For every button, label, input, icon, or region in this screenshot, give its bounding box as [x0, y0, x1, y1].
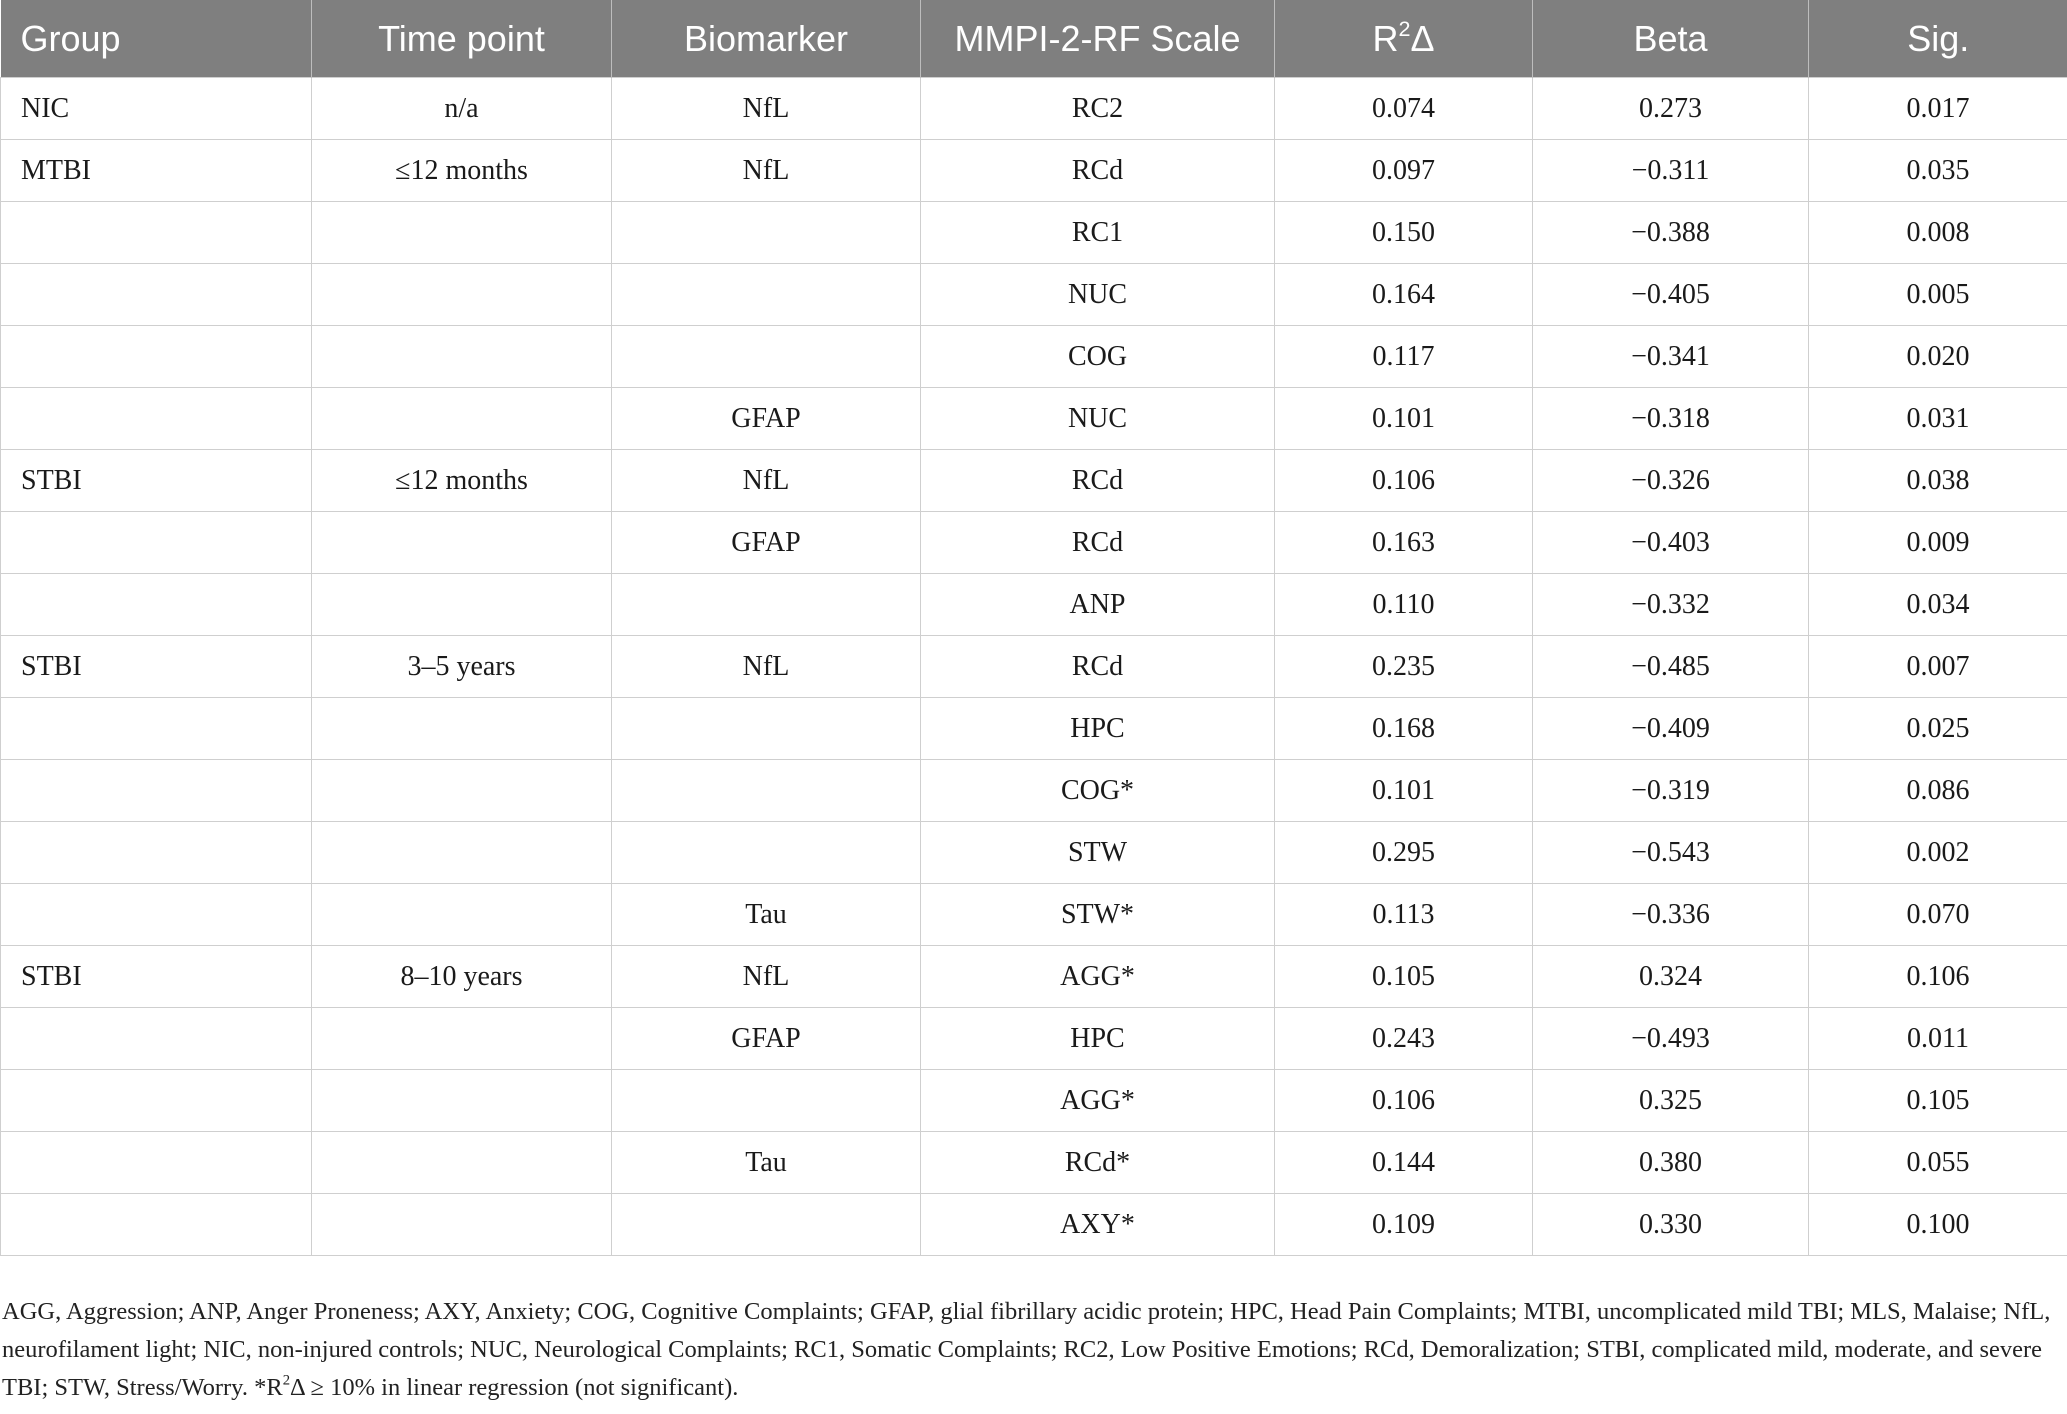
cell-time-point — [312, 760, 612, 822]
table-row — [1, 946, 2067, 1008]
cell-r2-delta: 0.117 — [1275, 326, 1533, 388]
cell-sig: 0.007 — [1809, 636, 2067, 698]
cell-mmpi-scale: RCd — [921, 450, 1275, 512]
cell-biomarker: GFAP — [612, 388, 921, 450]
cell-biomarker — [612, 264, 921, 326]
cell-time-point: 3–5 years — [312, 636, 612, 698]
cell-time-point — [312, 822, 612, 884]
table-row — [1, 698, 2067, 760]
cell-mmpi-scale: AXY* — [921, 1194, 1275, 1256]
cell-sig: 0.035 — [1809, 140, 2067, 202]
cell-sig: 0.086 — [1809, 760, 2067, 822]
footnote-sup: 2 — [282, 1372, 291, 1389]
cell-r2-delta: 0.113 — [1275, 884, 1533, 946]
cell-time-point — [312, 388, 612, 450]
table-row — [1, 450, 2067, 512]
cell-biomarker — [612, 698, 921, 760]
cell-r2-delta: 0.109 — [1275, 1194, 1533, 1256]
cell-r2-delta: 0.163 — [1275, 512, 1533, 574]
cell-beta: 0.324 — [1533, 946, 1809, 1008]
cell-sig: 0.105 — [1809, 1070, 2067, 1132]
cell-group: STBI — [1, 636, 312, 698]
cell-time-point — [312, 264, 612, 326]
cell-biomarker: GFAP — [612, 512, 921, 574]
cell-group — [1, 1070, 312, 1132]
cell-group: STBI — [1, 450, 312, 512]
cell-time-point — [312, 1070, 612, 1132]
cell-sig: 0.017 — [1809, 78, 2067, 140]
cell-sig: 0.011 — [1809, 1008, 2067, 1070]
header-group: Group — [1, 0, 312, 78]
cell-sig: 0.005 — [1809, 264, 2067, 326]
cell-r2-delta: 0.150 — [1275, 202, 1533, 264]
table-row — [1, 202, 2067, 264]
cell-group — [1, 884, 312, 946]
cell-mmpi-scale: RCd — [921, 140, 1275, 202]
footnote-main: AGG, Aggression; ANP, Anger Proneness; AXY, Anxiety; COG, Cognitive Complaints; GFAP, glial fibrillary acidic protein; HPC, Head Pain Complaints; MTBI, uncomplicated mild TBI; MLS, Malaise; NfL, neurofilament light; NIC, non-injured controls; NUC, Neurological Complaints; RC1, Somatic Complaints; RC2, Low Positive Emotions; RCd, Demoralization; STBI, complicated mild, moderate, and severe TBI; STW, Stress/Worry. *R — [2, 1298, 2051, 1401]
cell-group — [1, 512, 312, 574]
cell-beta: −0.493 — [1533, 1008, 1809, 1070]
header-row — [1, 0, 2067, 78]
cell-group — [1, 1132, 312, 1194]
header-r2-base: R — [1372, 17, 1399, 59]
header-r2-sup: 2 — [1398, 15, 1411, 41]
table-row — [1, 574, 2067, 636]
cell-beta: 0.325 — [1533, 1070, 1809, 1132]
cell-sig: 0.002 — [1809, 822, 2067, 884]
table-header — [1, 0, 2067, 78]
cell-r2-delta: 0.144 — [1275, 1132, 1533, 1194]
cell-biomarker: NfL — [612, 78, 921, 140]
cell-group — [1, 574, 312, 636]
cell-sig: 0.031 — [1809, 388, 2067, 450]
cell-biomarker — [612, 202, 921, 264]
cell-r2-delta: 0.110 — [1275, 574, 1533, 636]
cell-beta: 0.380 — [1533, 1132, 1809, 1194]
cell-group: STBI — [1, 946, 312, 1008]
header-beta: Beta — [1533, 0, 1809, 78]
cell-beta: −0.341 — [1533, 326, 1809, 388]
cell-mmpi-scale: COG* — [921, 760, 1275, 822]
cell-mmpi-scale: NUC — [921, 264, 1275, 326]
table-row — [1, 326, 2067, 388]
cell-group — [1, 264, 312, 326]
cell-time-point — [312, 574, 612, 636]
cell-beta: −0.485 — [1533, 636, 1809, 698]
cell-biomarker — [612, 326, 921, 388]
cell-group — [1, 388, 312, 450]
table-row — [1, 1008, 2067, 1070]
cell-mmpi-scale: RC2 — [921, 78, 1275, 140]
cell-group — [1, 326, 312, 388]
table-row — [1, 1194, 2067, 1256]
cell-group — [1, 760, 312, 822]
cell-sig: 0.106 — [1809, 946, 2067, 1008]
cell-group — [1, 202, 312, 264]
cell-beta: −0.405 — [1533, 264, 1809, 326]
table-row — [1, 884, 2067, 946]
cell-mmpi-scale: STW — [921, 822, 1275, 884]
cell-beta: −0.403 — [1533, 512, 1809, 574]
cell-mmpi-scale: AGG* — [921, 1070, 1275, 1132]
cell-biomarker: NfL — [612, 450, 921, 512]
cell-beta: −0.543 — [1533, 822, 1809, 884]
table-row — [1, 388, 2067, 450]
cell-time-point: 8–10 years — [312, 946, 612, 1008]
cell-beta: −0.332 — [1533, 574, 1809, 636]
cell-group — [1, 1008, 312, 1070]
cell-r2-delta: 0.105 — [1275, 946, 1533, 1008]
table-row — [1, 1070, 2067, 1132]
cell-mmpi-scale: HPC — [921, 1008, 1275, 1070]
cell-sig: 0.025 — [1809, 698, 2067, 760]
cell-group — [1, 822, 312, 884]
table-row — [1, 822, 2067, 884]
cell-r2-delta: 0.097 — [1275, 140, 1533, 202]
cell-mmpi-scale: RCd — [921, 512, 1275, 574]
cell-mmpi-scale: AGG* — [921, 946, 1275, 1008]
cell-beta: −0.318 — [1533, 388, 1809, 450]
cell-r2-delta: 0.235 — [1275, 636, 1533, 698]
header-r2-suffix: Δ — [1410, 17, 1435, 59]
cell-biomarker — [612, 760, 921, 822]
table-row — [1, 78, 2067, 140]
cell-r2-delta: 0.101 — [1275, 760, 1533, 822]
cell-mmpi-scale: COG — [921, 326, 1275, 388]
header-mmpi-scale: MMPI-2-RF Scale — [921, 0, 1275, 78]
cell-sig: 0.009 — [1809, 512, 2067, 574]
cell-group — [1, 1194, 312, 1256]
footnote-tail: Δ ≥ 10% in linear regression (not significant). — [290, 1374, 739, 1401]
cell-mmpi-scale: RCd — [921, 636, 1275, 698]
cell-group: MTBI — [1, 140, 312, 202]
cell-time-point — [312, 698, 612, 760]
cell-time-point: n/a — [312, 78, 612, 140]
cell-time-point: ≤12 months — [312, 450, 612, 512]
cell-time-point: ≤12 months — [312, 140, 612, 202]
cell-r2-delta: 0.164 — [1275, 264, 1533, 326]
cell-beta: −0.409 — [1533, 698, 1809, 760]
cell-r2-delta: 0.168 — [1275, 698, 1533, 760]
table-footnote — [2, 1293, 2052, 1407]
cell-mmpi-scale: NUC — [921, 388, 1275, 450]
cell-beta: −0.311 — [1533, 140, 1809, 202]
table-row — [1, 512, 2067, 574]
cell-group — [1, 698, 312, 760]
table-row — [1, 1132, 2067, 1194]
cell-mmpi-scale: RC1 — [921, 202, 1275, 264]
cell-beta: 0.273 — [1533, 78, 1809, 140]
cell-sig: 0.034 — [1809, 574, 2067, 636]
cell-r2-delta: 0.295 — [1275, 822, 1533, 884]
cell-beta: −0.388 — [1533, 202, 1809, 264]
cell-biomarker: NfL — [612, 946, 921, 1008]
cell-biomarker: Tau — [612, 1132, 921, 1194]
cell-biomarker — [612, 1070, 921, 1132]
cell-time-point — [312, 326, 612, 388]
cell-sig: 0.055 — [1809, 1132, 2067, 1194]
cell-biomarker — [612, 574, 921, 636]
cell-sig: 0.038 — [1809, 450, 2067, 512]
cell-r2-delta: 0.243 — [1275, 1008, 1533, 1070]
cell-mmpi-scale: HPC — [921, 698, 1275, 760]
cell-sig: 0.020 — [1809, 326, 2067, 388]
cell-beta: −0.319 — [1533, 760, 1809, 822]
table-row — [1, 140, 2067, 202]
cell-biomarker: Tau — [612, 884, 921, 946]
cell-sig: 0.070 — [1809, 884, 2067, 946]
cell-time-point — [312, 1132, 612, 1194]
header-r2-delta — [1275, 0, 1533, 78]
cell-beta: 0.330 — [1533, 1194, 1809, 1256]
cell-beta: −0.326 — [1533, 450, 1809, 512]
cell-mmpi-scale: RCd* — [921, 1132, 1275, 1194]
cell-biomarker: GFAP — [612, 1008, 921, 1070]
header-sig: Sig. — [1809, 0, 2067, 78]
cell-r2-delta: 0.074 — [1275, 78, 1533, 140]
cell-biomarker: NfL — [612, 140, 921, 202]
cell-beta: −0.336 — [1533, 884, 1809, 946]
cell-r2-delta: 0.101 — [1275, 388, 1533, 450]
header-time-point: Time point — [312, 0, 612, 78]
table-row — [1, 636, 2067, 698]
table-row — [1, 264, 2067, 326]
cell-mmpi-scale: ANP — [921, 574, 1275, 636]
header-biomarker: Biomarker — [612, 0, 921, 78]
cell-time-point — [312, 884, 612, 946]
table-body — [1, 78, 2067, 1256]
cell-time-point — [312, 1008, 612, 1070]
table-row — [1, 760, 2067, 822]
cell-time-point — [312, 1194, 612, 1256]
cell-time-point — [312, 202, 612, 264]
cell-r2-delta: 0.106 — [1275, 450, 1533, 512]
cell-mmpi-scale: STW* — [921, 884, 1275, 946]
cell-sig: 0.100 — [1809, 1194, 2067, 1256]
cell-sig: 0.008 — [1809, 202, 2067, 264]
cell-group: NIC — [1, 78, 312, 140]
cell-r2-delta: 0.106 — [1275, 1070, 1533, 1132]
cell-biomarker — [612, 1194, 921, 1256]
cell-biomarker: NfL — [612, 636, 921, 698]
cell-time-point — [312, 512, 612, 574]
cell-biomarker — [612, 822, 921, 884]
